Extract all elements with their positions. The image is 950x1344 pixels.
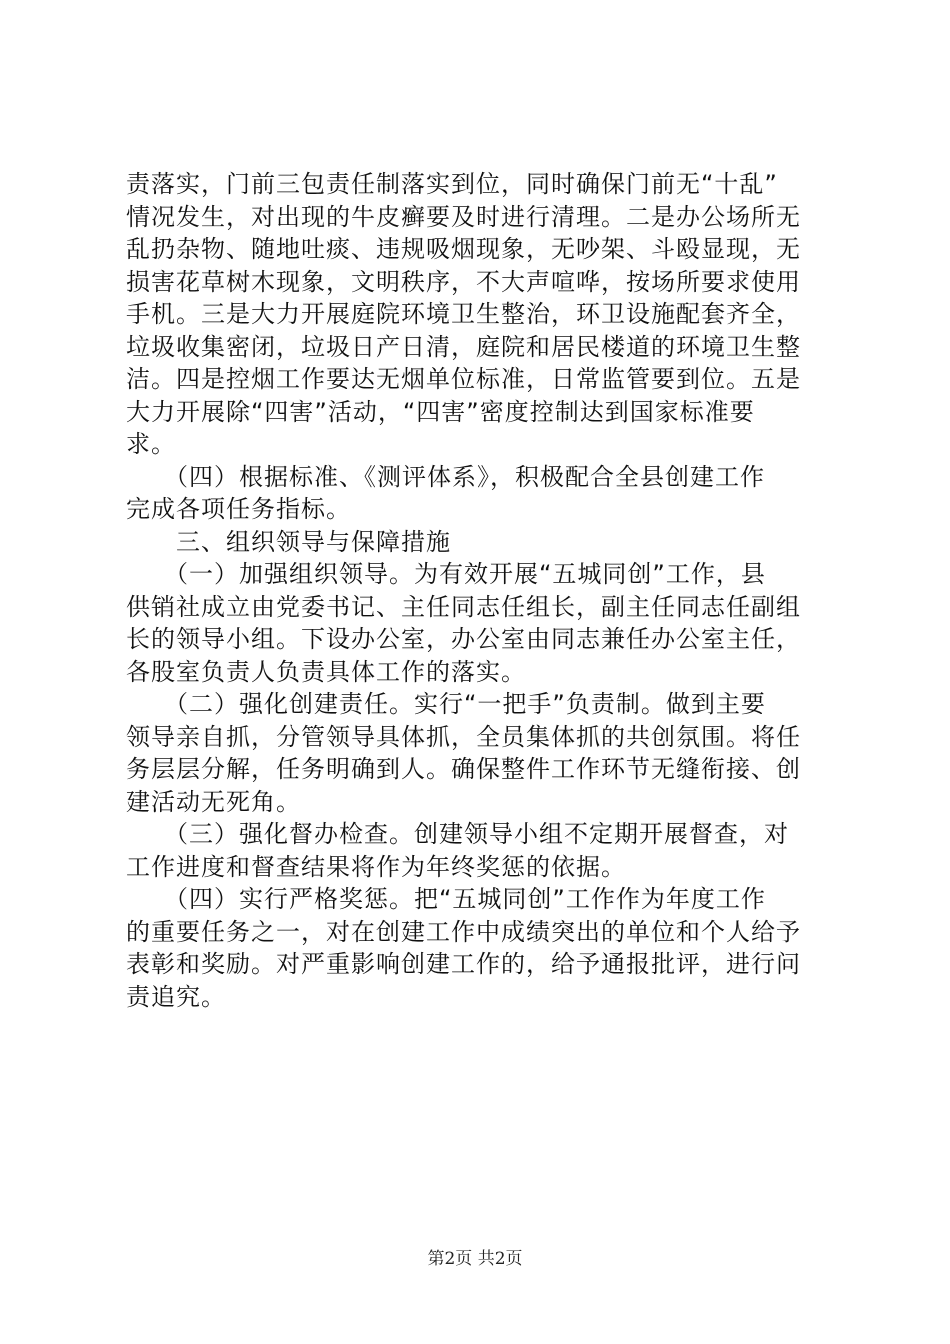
text-line: 情况发生，对出现的牛皮癣要及时进行清理。二是办公场所无 (126, 202, 801, 231)
text-line: 务层层分解，任务明确到人。确保整件工作环节无缝衔接、创 (126, 755, 801, 783)
text-line: 求。 (126, 430, 176, 458)
text-line: 工作进度和督查结果将作为年终奖惩的依据。 (126, 852, 626, 881)
text-line: （三）强化督办检查。创建领导小组不定期开展督查，对 (126, 820, 789, 848)
document-body (126, 168, 832, 1013)
text-line: （二）强化创建责任。实行“一把手”负责制。做到主要 (126, 690, 766, 718)
section-heading: 三、组织领导与保障措施 (126, 527, 451, 556)
text-line: 领导亲自抓，分管领导具体抓，全员集体抓的共创氛围。将任 (126, 722, 801, 751)
text-line: （四）实行严格奖惩。把“五城同创”工作作为年度工作 (126, 885, 766, 913)
text-line: 表彰和奖励。对严重影响创建工作的，给予通报批评，进行问 (126, 950, 801, 978)
text-line: 各股室负责人负责具体工作的落实。 (126, 657, 526, 686)
text-line: 责追究。 (126, 982, 226, 1011)
text-line: 乱扔杂物、随地吐痰、违规吸烟现象，无吵架、斗殴显现，无 (126, 235, 801, 263)
text-line: 大力开展除“四害”活动，“四害”密度控制达到国家标准要 (126, 397, 755, 426)
text-line: （一）加强组织领导。为有效开展“五城同创”工作，县 (126, 560, 766, 588)
text-line: 长的领导小组。下设办公室，办公室由同志兼任办公室主任， (126, 625, 801, 653)
text-line: 供销社成立由党委书记、主任同志任组长，副主任同志任副组 (126, 592, 801, 621)
text-line: 完成各项任务指标。 (126, 495, 351, 523)
text-line: 洁。四是控烟工作要达无烟单位标准，日常监管要到位。五是 (126, 365, 801, 393)
text-line: 损害花草树木现象，文明秩序，不大声喧哗，按场所要求使用 (126, 267, 801, 296)
text-line: 的重要任务之一，对在创建工作中成绩突出的单位和个人给予 (126, 917, 801, 946)
text-line: 责落实，门前三包责任制落实到位，同时确保门前无“十乱” (126, 170, 778, 198)
page-number-footer: 第2页 共2页 (427, 1249, 523, 1269)
text-line: 建活动无死角。 (126, 787, 301, 816)
text-line: （四）根据标准、《测评体系》，积极配合全县创建工作 (126, 462, 765, 491)
text-line: 垃圾收集密闭，垃圾日产日清，庭院和居民楼道的环境卫生整 (126, 332, 801, 361)
text-line: 手机。三是大力开展庭院环境卫生整治，环卫设施配套齐全， (126, 300, 801, 328)
